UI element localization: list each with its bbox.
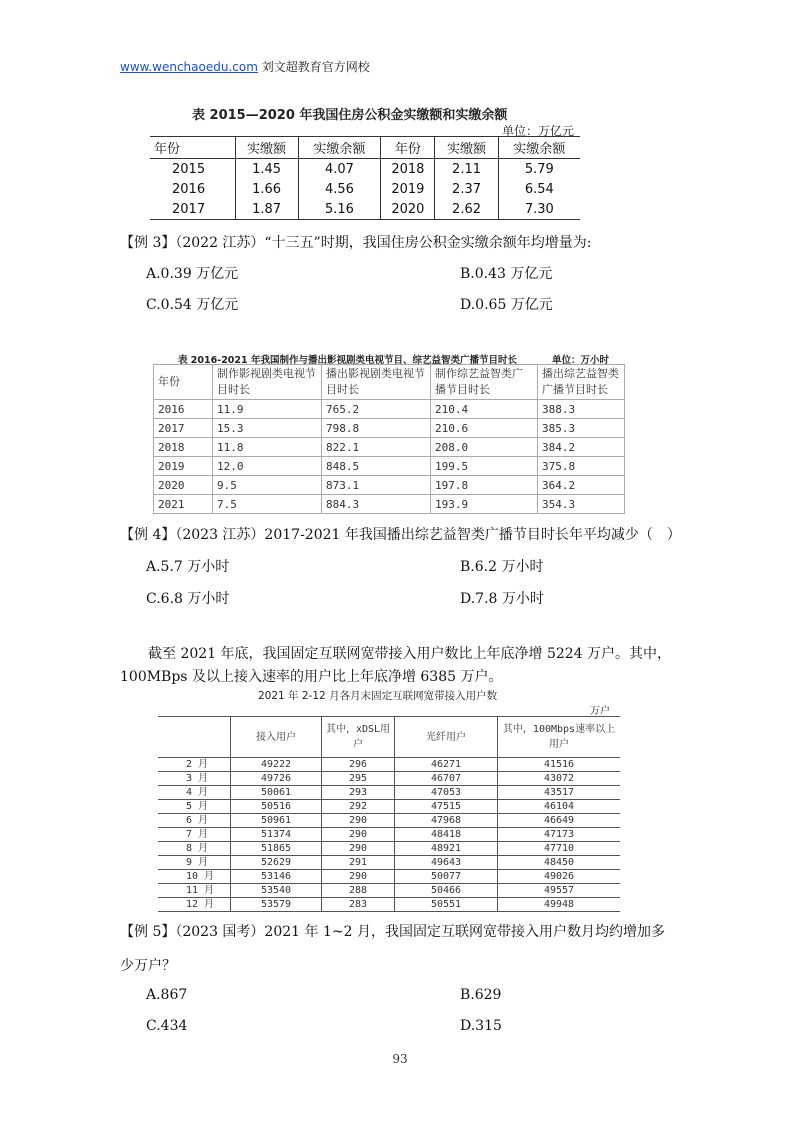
table-row [158, 828, 620, 842]
table-cell: 354.3 [538, 495, 625, 514]
table-row [154, 400, 625, 419]
table-cell: 296 [322, 758, 395, 772]
table-cell: 798.8 [322, 419, 431, 438]
table-cell: 2019 [154, 457, 213, 476]
table-cell: 47968 [395, 814, 498, 828]
table3-header: 光纤用户 [395, 717, 498, 758]
table2 [153, 364, 625, 514]
table-cell: 2018 [381, 159, 435, 180]
table3-header [158, 717, 231, 758]
table-cell: 4.07 [298, 159, 381, 180]
table-row [150, 159, 580, 180]
table3-header: 其中，xDSL用户 [322, 717, 395, 758]
option-a[interactable]: A.867 [146, 987, 188, 1003]
question-3: 【例 3】（2022 江苏）“十三五”时期，我国住房公积金实缴余额年均增量为: [120, 235, 592, 251]
table-cell: 199.5 [431, 457, 538, 476]
passage: 截至 2021 年底，我国固定互联网宽带接入用户数比上年底净增 5224 万户。其中，100MBps 及以上接入速率的用户比上年底净增 6385 万户。 [120, 646, 672, 685]
table-row [158, 870, 620, 884]
table-cell: 2020 [381, 199, 435, 220]
table-cell: 48418 [395, 828, 498, 842]
table-cell: 5.16 [298, 199, 381, 220]
website-link[interactable]: www.wenchaoedu.com [120, 60, 258, 74]
table-cell: 6 月 [158, 814, 231, 828]
table-cell: 2020 [154, 476, 213, 495]
table-row [154, 476, 625, 495]
table-row [158, 814, 620, 828]
table-cell: 2.62 [435, 199, 498, 220]
table2-header: 播出综艺益智类广播节目时长 [538, 365, 625, 400]
table-cell: 9.5 [213, 476, 322, 495]
table-cell: 193.9 [431, 495, 538, 514]
table-cell: 12.0 [213, 457, 322, 476]
table-cell: 10 月 [158, 870, 231, 884]
table-cell: 46707 [395, 772, 498, 786]
site-header [120, 58, 370, 75]
table-cell: 2021 [154, 495, 213, 514]
table2-header: 制作综艺益智类广播节目时长 [431, 365, 538, 400]
table-cell: 210.4 [431, 400, 538, 419]
table-cell: 364.2 [538, 476, 625, 495]
table-cell: 283 [322, 898, 395, 912]
table-cell: 2016 [154, 400, 213, 419]
table-cell: 7.5 [213, 495, 322, 514]
table-cell: 46649 [498, 814, 621, 828]
table-cell: 48921 [395, 842, 498, 856]
table-cell: 295 [322, 772, 395, 786]
table-cell: 7 月 [158, 828, 231, 842]
table-cell: 210.6 [431, 419, 538, 438]
option-d[interactable]: D.7.8 万小时 [460, 591, 544, 607]
table3-unit: 万户 [590, 706, 610, 717]
table-cell: 2.11 [435, 159, 498, 180]
option-c[interactable]: C.0.54 万亿元 [146, 297, 239, 313]
table-cell: 53146 [231, 870, 322, 884]
table3-title: 2021 年 2-12 月各月末固定互联网宽带接入用户数 [258, 690, 498, 702]
table-row [158, 842, 620, 856]
option-b[interactable]: B.0.43 万亿元 [460, 266, 553, 282]
table1-header: 实缴额 [435, 137, 498, 159]
table-cell: 293 [322, 786, 395, 800]
table-cell: 47710 [498, 842, 621, 856]
table-cell: 8 月 [158, 842, 231, 856]
table3 [158, 716, 620, 912]
table-cell: 2 月 [158, 758, 231, 772]
table-row [150, 179, 580, 199]
table-cell: 11.8 [213, 438, 322, 457]
page-number: 93 [392, 1052, 408, 1066]
table-cell: 290 [322, 828, 395, 842]
table2-header: 播出影视剧类电视节目时长 [322, 365, 431, 400]
table-cell: 197.8 [431, 476, 538, 495]
table-cell: 2019 [381, 179, 435, 199]
table-cell: 49557 [498, 884, 621, 898]
option-c[interactable]: C.6.8 万小时 [146, 591, 230, 607]
table-cell: 53540 [231, 884, 322, 898]
table-cell: 47515 [395, 800, 498, 814]
table-cell: 43517 [498, 786, 621, 800]
option-d[interactable]: D.0.65 万亿元 [460, 297, 553, 313]
option-d[interactable]: D.315 [460, 1018, 502, 1034]
table-cell: 50516 [231, 800, 322, 814]
table-cell: 9 月 [158, 856, 231, 870]
table-cell: 3 月 [158, 772, 231, 786]
table-row [154, 438, 625, 457]
table-cell: 50466 [395, 884, 498, 898]
table-cell: 47173 [498, 828, 621, 842]
table-cell: 49222 [231, 758, 322, 772]
table-cell: 51865 [231, 842, 322, 856]
table-cell: 51374 [231, 828, 322, 842]
site-name: 刘文超教育官方网校 [261, 60, 370, 74]
table-row [158, 758, 620, 772]
table-cell: 2015 [172, 161, 206, 177]
table-cell: 2017 [154, 419, 213, 438]
table-cell: 50551 [395, 898, 498, 912]
table-cell: 388.3 [538, 400, 625, 419]
table-cell: 2.37 [435, 179, 498, 199]
table-cell: 290 [322, 842, 395, 856]
table-cell: 12 月 [158, 898, 231, 912]
table1-header: 实缴余额 [498, 137, 580, 159]
table-row [158, 786, 620, 800]
table-cell: 49643 [395, 856, 498, 870]
table-cell: 288 [322, 884, 395, 898]
table1-header: 实缴额 [235, 137, 298, 159]
table-row [154, 457, 625, 476]
option-a[interactable]: A.0.39 万亿元 [146, 266, 239, 282]
option-b[interactable]: B.6.2 万小时 [460, 559, 544, 575]
table-cell: 4 月 [158, 786, 231, 800]
table-cell: 52629 [231, 856, 322, 870]
question-5-line2: 少万户？ [120, 958, 176, 974]
table-cell: 2018 [154, 438, 213, 457]
table-row [158, 856, 620, 870]
table-cell: 11.9 [213, 400, 322, 419]
table-cell: 41516 [498, 758, 621, 772]
table1-header: 实缴余额 [298, 137, 381, 159]
table-cell: 2016 [172, 181, 206, 197]
table1-header: 年份 [381, 137, 435, 159]
question-4: 【例 4】（2023 江苏）2017-2021 年我国播出综艺益智类广播节目时长年平均减少（ ） [120, 527, 681, 543]
table-cell: 50061 [231, 786, 322, 800]
table-cell: 5 月 [158, 800, 231, 814]
table-cell: 50961 [231, 814, 322, 828]
table-cell: 384.2 [538, 438, 625, 457]
table-row [158, 800, 620, 814]
table-cell: 873.1 [322, 476, 431, 495]
table1-title: 表 2015—2020 年我国住房公积金实缴额和实缴余额 [192, 108, 508, 123]
table-row [158, 884, 620, 898]
table-cell: 49726 [231, 772, 322, 786]
table-cell: 291 [322, 856, 395, 870]
table-row [158, 898, 620, 912]
table-cell: 47053 [395, 786, 498, 800]
table-cell: 43072 [498, 772, 621, 786]
table-cell: 290 [322, 814, 395, 828]
table1 [150, 136, 580, 220]
table-row [150, 199, 580, 220]
option-c[interactable]: C.434 [146, 1018, 188, 1034]
table-cell: 53579 [231, 898, 322, 912]
table-cell: 822.1 [322, 438, 431, 457]
table-cell: 50077 [395, 870, 498, 884]
table2-header: 制作影视剧类电视节目时长 [213, 365, 322, 400]
question-5-line1: 【例 5】（2023 国考）2021 年 1~2 月，我国固定互联网宽带接入用户数月均约增加多 [120, 924, 665, 940]
table-cell: 5.79 [498, 159, 580, 180]
table-cell: 375.8 [538, 457, 625, 476]
table-cell: 884.3 [322, 495, 431, 514]
table-row [158, 772, 620, 786]
table-cell: 2017 [150, 199, 235, 220]
table1-unit: 单位：万亿元 [502, 124, 575, 138]
table-cell: 290 [322, 870, 395, 884]
table-cell: 49948 [498, 898, 621, 912]
table-cell: 765.2 [322, 400, 431, 419]
table2-unit: 单位：万小时 [552, 355, 610, 366]
table1-header: 年份 [150, 137, 235, 159]
table-cell: 11 月 [158, 884, 231, 898]
table2-header: 年份 [154, 365, 213, 400]
table-cell: 848.5 [322, 457, 431, 476]
table-cell: 1.87 [235, 199, 298, 220]
option-a[interactable]: A.5.7 万小时 [146, 559, 230, 575]
table-cell: 6.54 [498, 179, 580, 199]
table-cell: 46271 [395, 758, 498, 772]
table3-header: 其中，100Mbps速率以上用户 [498, 717, 621, 758]
table-row [154, 419, 625, 438]
table3-header: 接入用户 [231, 717, 322, 758]
option-b[interactable]: B.629 [460, 987, 502, 1003]
table-cell: 385.3 [538, 419, 625, 438]
table-cell: 15.3 [213, 419, 322, 438]
table-cell: 7.30 [498, 199, 580, 220]
table2-title: 表 2016-2021 年我国制作与播出影视剧类电视节目、综艺益智类广播节目时长 [178, 355, 517, 366]
table-row [154, 495, 625, 514]
table-cell: 1.45 [235, 159, 298, 180]
table-cell: 208.0 [431, 438, 538, 457]
table-cell: 49026 [498, 870, 621, 884]
table-cell: 1.66 [235, 179, 298, 199]
table-cell: 4.56 [298, 179, 381, 199]
table-cell: 48450 [498, 856, 621, 870]
table-cell: 46104 [498, 800, 621, 814]
table-cell: 292 [322, 800, 395, 814]
